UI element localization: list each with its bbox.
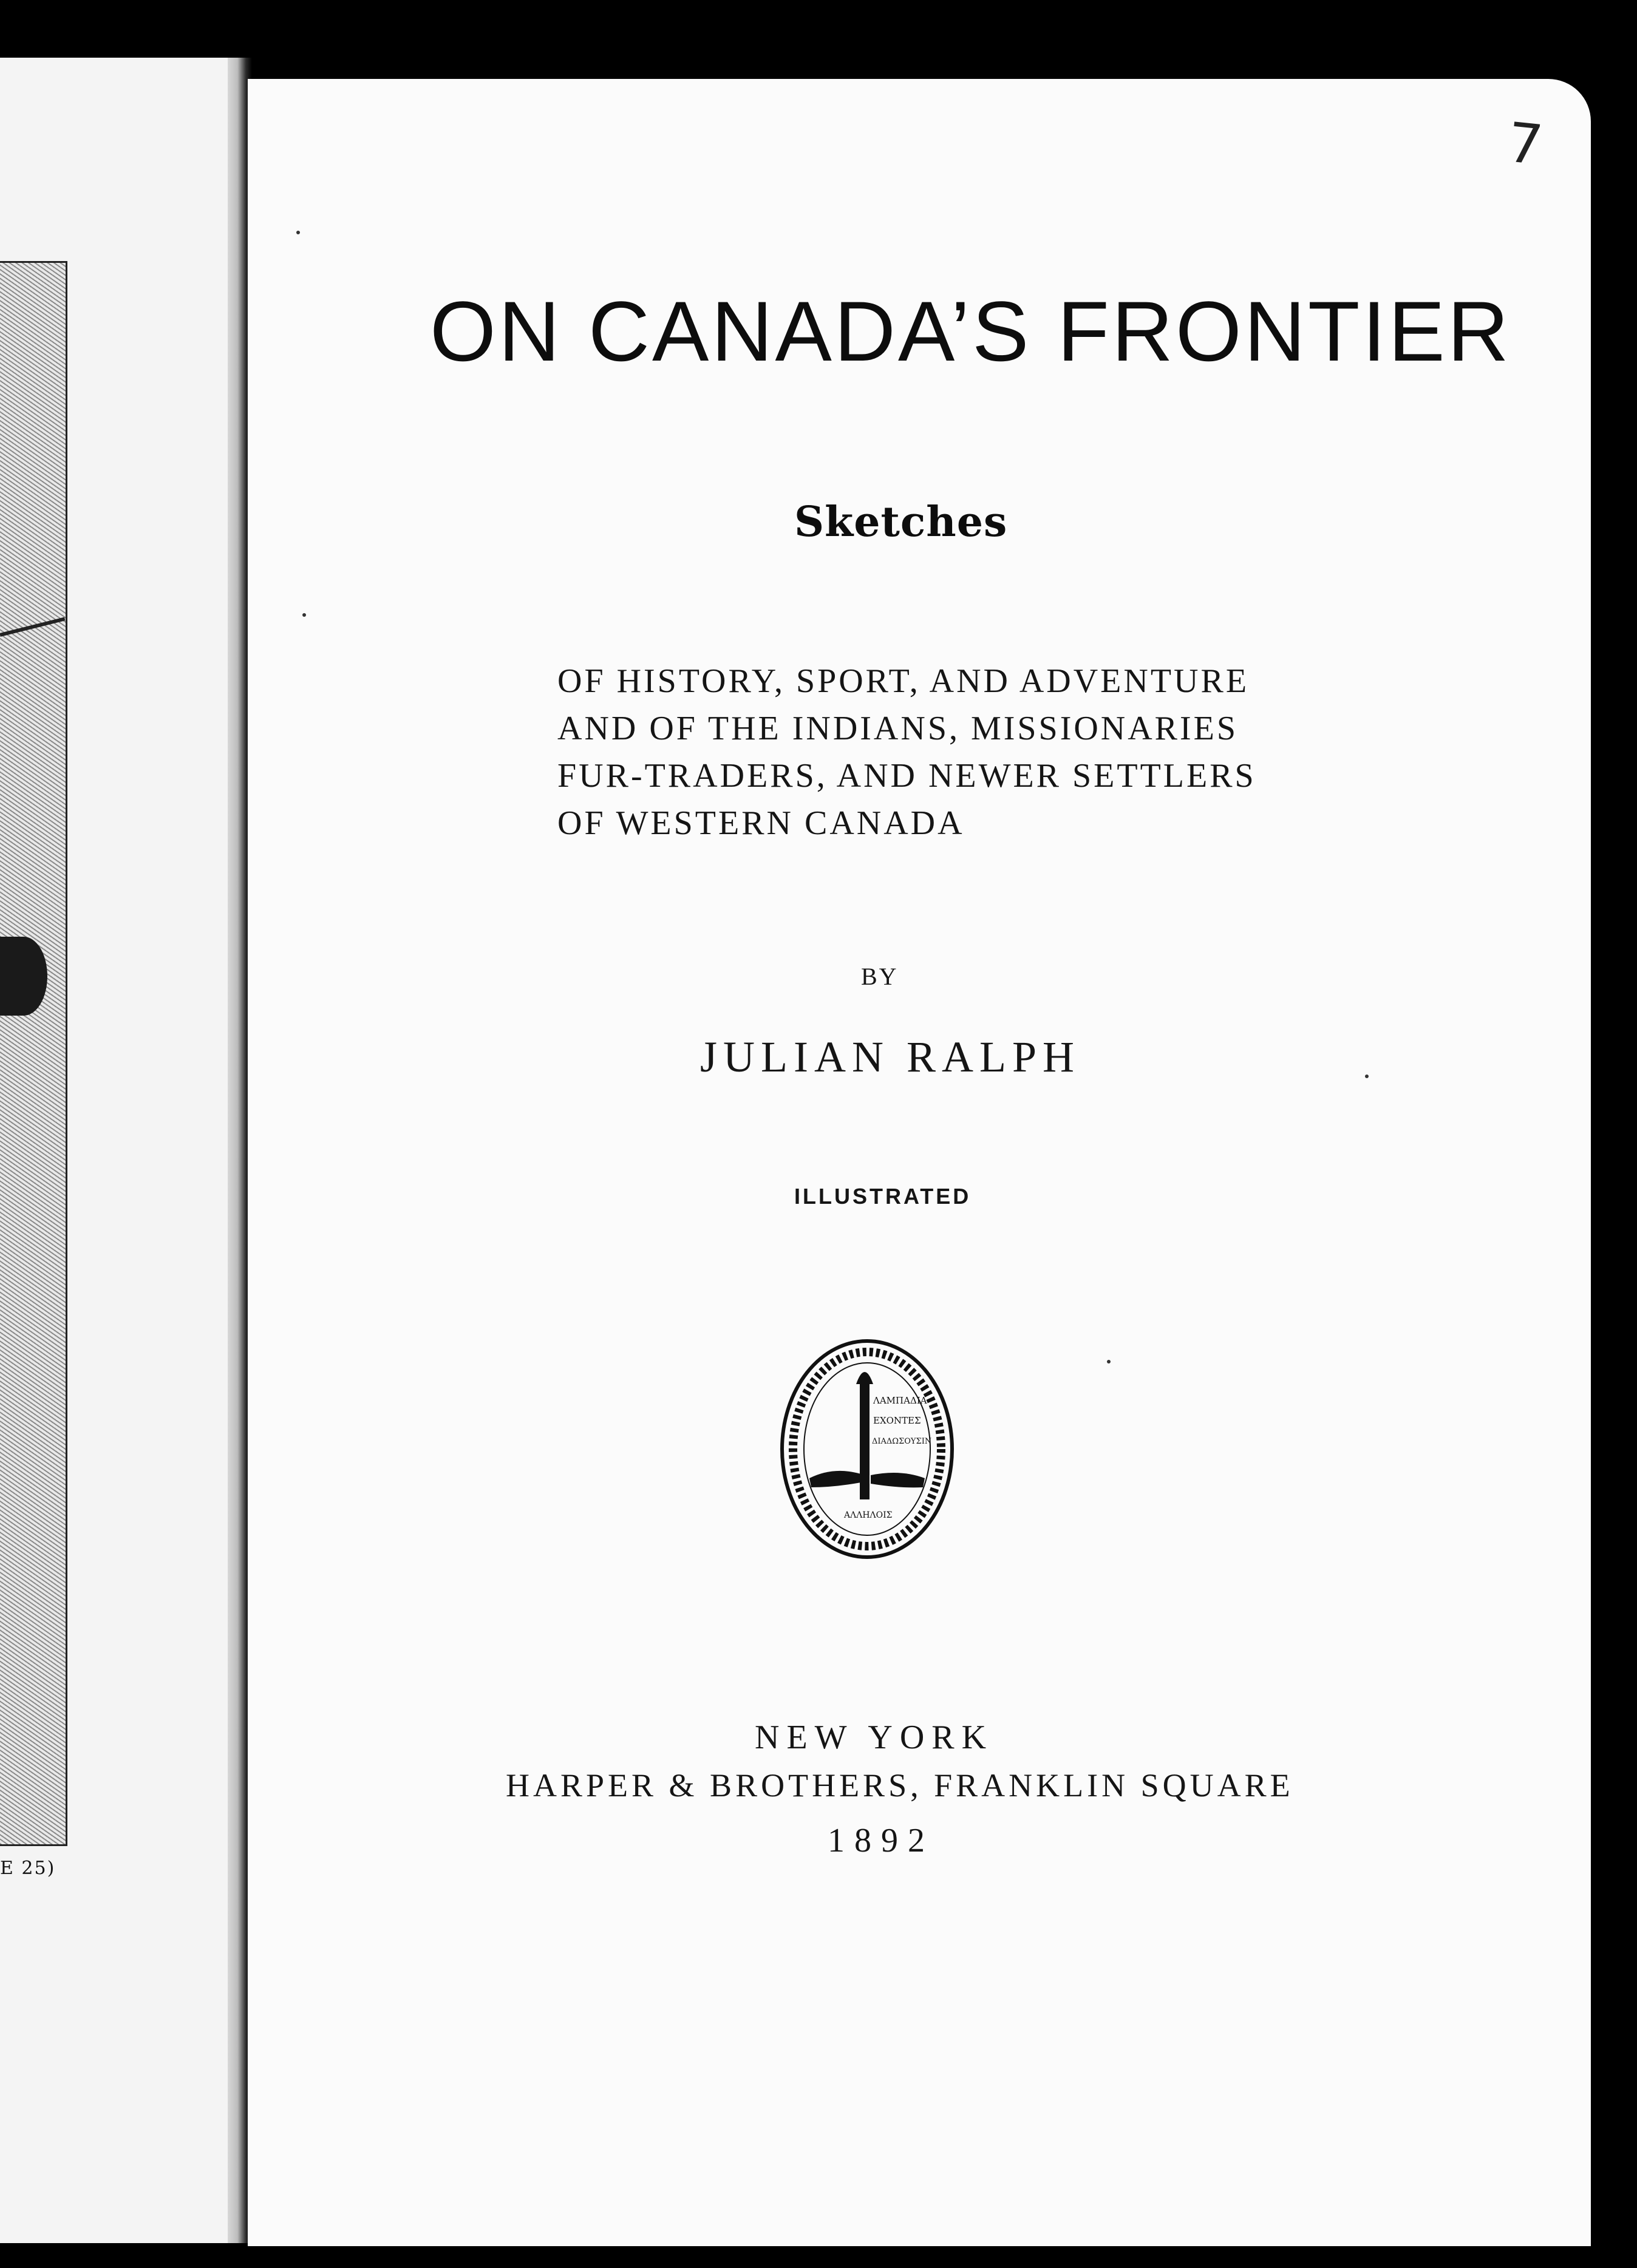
imprint-year: 1892 bbox=[828, 1822, 934, 1859]
paper-speck bbox=[1107, 1360, 1111, 1363]
emblem-inscription-4: ΑΛΛΗΛΟΙΣ bbox=[844, 1510, 893, 1520]
imprint-place: NEW YORK bbox=[755, 1719, 994, 1756]
author-name: JULIAN RALPH bbox=[700, 1033, 1081, 1081]
plate-illustration-shadow bbox=[0, 937, 47, 1016]
by-label: BY bbox=[861, 963, 899, 990]
subtitle-line-3: FUR-TRADERS, AND NEWER SETTLERS bbox=[557, 757, 1256, 795]
scan-border-right bbox=[1591, 0, 1637, 2268]
publisher-device-torch-and-hands-icon bbox=[776, 1336, 958, 1563]
illustrated-label: ILLUSTRATED bbox=[794, 1184, 972, 1209]
imprint-publisher: HARPER & BROTHERS, FRANKLIN SQUARE bbox=[506, 1767, 1294, 1804]
paper-speck bbox=[296, 231, 300, 234]
left-facing-page bbox=[0, 58, 228, 2243]
plate-illustration-stroke bbox=[0, 617, 65, 636]
title-page bbox=[248, 79, 1591, 2246]
page-number-mark: 7 bbox=[1504, 110, 1546, 178]
subtitle-line-1: OF HISTORY, SPORT, AND ADVENTURE bbox=[557, 662, 1250, 700]
emblem-inscription-2: ΕΧΟΝΤΕΣ bbox=[873, 1415, 921, 1426]
scan-border-top bbox=[0, 0, 1637, 58]
plate-caption-fragment: E 25) bbox=[0, 1858, 56, 1879]
paper-speck bbox=[302, 613, 306, 617]
sketches-heading: Sketches bbox=[794, 498, 1008, 546]
book-title: ON CANADA’S FRONTIER bbox=[430, 284, 1511, 379]
emblem-inscription-3: ΔΙΑΔΩΣΟΥΣΙΝ bbox=[872, 1437, 932, 1446]
emblem-inscription-1: ΛΑΜΠΑΔΙΑ bbox=[873, 1395, 927, 1406]
paper-speck bbox=[1365, 1075, 1369, 1078]
subtitle-line-2: AND OF THE INDIANS, MISSIONARIES bbox=[557, 710, 1239, 747]
subtitle-line-4: OF WESTERN CANADA bbox=[557, 804, 965, 842]
frontispiece-plate-fragment bbox=[0, 261, 67, 1846]
